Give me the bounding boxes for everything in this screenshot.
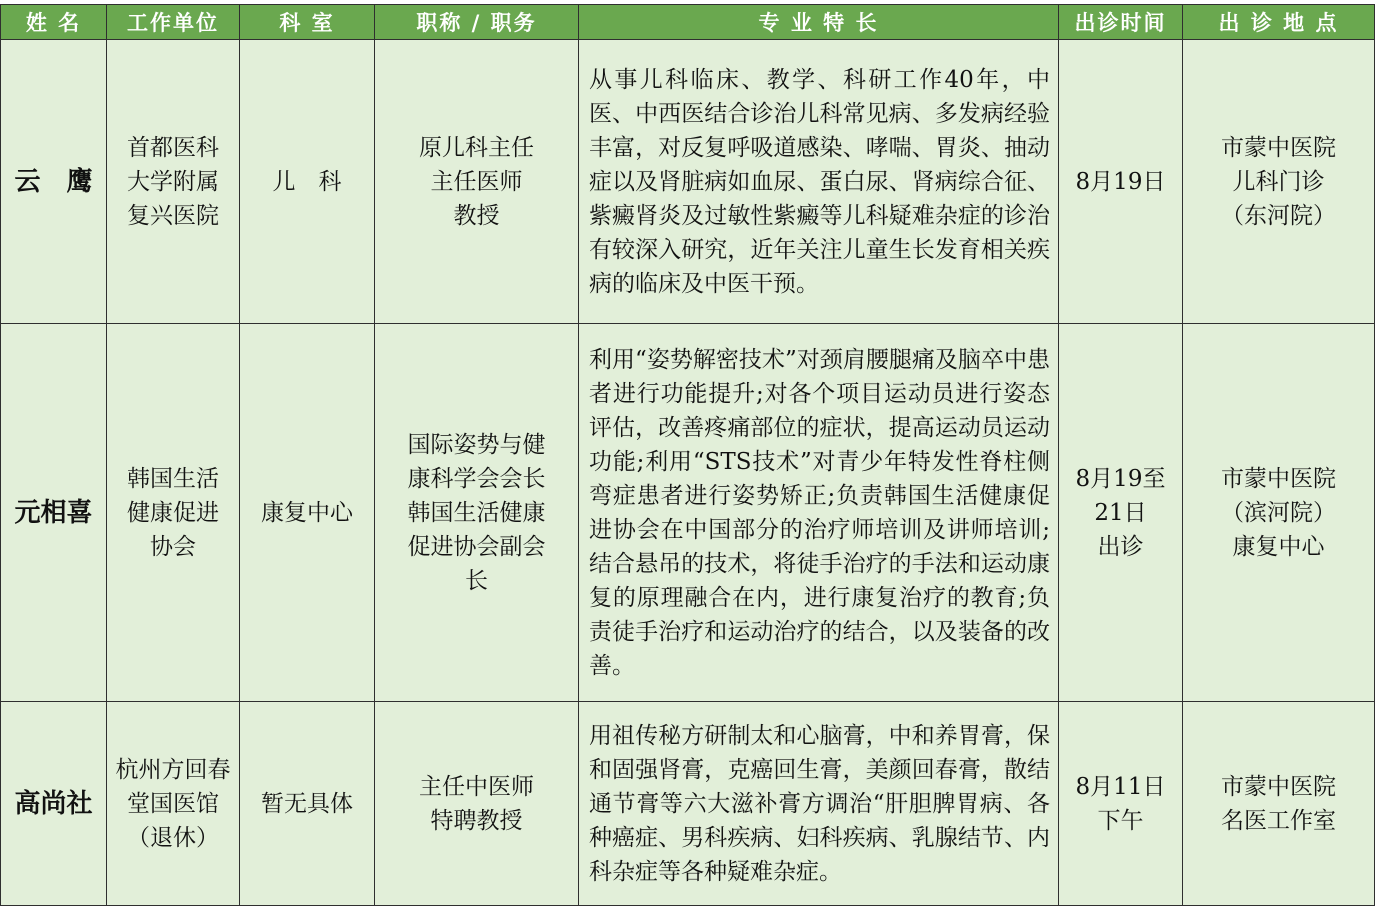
work-unit: 韩国生活 健康促进 协会 [107, 324, 240, 702]
header-row [1, 5, 1375, 40]
department: 康复中心 [240, 324, 375, 702]
visit-place: 市蒙中医院 （滨河院） 康复中心 [1183, 324, 1375, 702]
visit-time: 8月11日 下午 [1059, 702, 1183, 906]
job-title: 原儿科主任 主任医师 教授 [375, 40, 579, 324]
department: 暂无具体 [240, 702, 375, 906]
specialty: 利用“姿势解密技术”对颈肩腰腿痛及脑卒中患者进行功能提升;对各个项目运动员进行姿态评估，改善疼痛部位的症状，提高运动员运动功能;利用“STS技术”对青少年特发性脊柱侧弯症患者进行姿势矫正;负责韩国生活健康促进协会在中国部分的治疗师培训及讲师培训;结合悬吊的技术，将徒手治疗的手法和运动康复的原理融合在内，进行康复治疗的教育;负责徒手治疗和运动治疗的结合，以及装备的改善。 [579, 324, 1059, 702]
doctor-schedule-table [0, 4, 1375, 906]
header-dept: 科 室 [240, 5, 375, 40]
header-time: 出诊时间 [1059, 5, 1183, 40]
table-row [1, 40, 1375, 324]
doctor-name: 云 鹰 [1, 40, 107, 324]
job-title: 国际姿势与健 康科学会会长 韩国生活健康 促进协会副会 长 [375, 324, 579, 702]
doctor-name: 高尚社 [1, 702, 107, 906]
visit-time: 8月19至 21日 出诊 [1059, 324, 1183, 702]
header-place: 出 诊 地 点 [1183, 5, 1375, 40]
doctor-name: 元相喜 [1, 324, 107, 702]
specialty: 从事儿科临床、教学、科研工作40年，中医、中西医结合诊治儿科常见病、多发病经验丰富，对反复呼吸道感染、哮喘、胃炎、抽动症以及肾脏病如血尿、蛋白尿、肾病综合征、紫癜肾炎及过敏性紫癜等儿科疑难杂症的诊治有较深入研究，近年关注儿童生长发育相关疾病的临床及中医干预。 [579, 40, 1059, 324]
job-title: 主任中医师 特聘教授 [375, 702, 579, 906]
header-name: 姓 名 [1, 5, 107, 40]
work-unit: 杭州方回春 堂国医馆 （退休） [107, 702, 240, 906]
table-row [1, 702, 1375, 906]
visit-time: 8月19日 [1059, 40, 1183, 324]
header-specialty: 专 业 特 长 [579, 5, 1059, 40]
table-row [1, 324, 1375, 702]
specialty: 用祖传秘方研制太和心脑膏，中和养胃膏，保和固强肾膏，克癌回生膏，美颜回春膏，散结通节膏等六大滋补膏方调治“肝胆脾胃病、各种癌症、男科疾病、妇科疾病、乳腺结节、内科杂症等各种疑难杂症。 [579, 702, 1059, 906]
header-title: 职称 / 职务 [375, 5, 579, 40]
department: 儿 科 [240, 40, 375, 324]
visit-place: 市蒙中医院 名医工作室 [1183, 702, 1375, 906]
header-unit: 工作单位 [107, 5, 240, 40]
visit-place: 市蒙中医院 儿科门诊 （东河院） [1183, 40, 1375, 324]
work-unit: 首都医科 大学附属 复兴医院 [107, 40, 240, 324]
